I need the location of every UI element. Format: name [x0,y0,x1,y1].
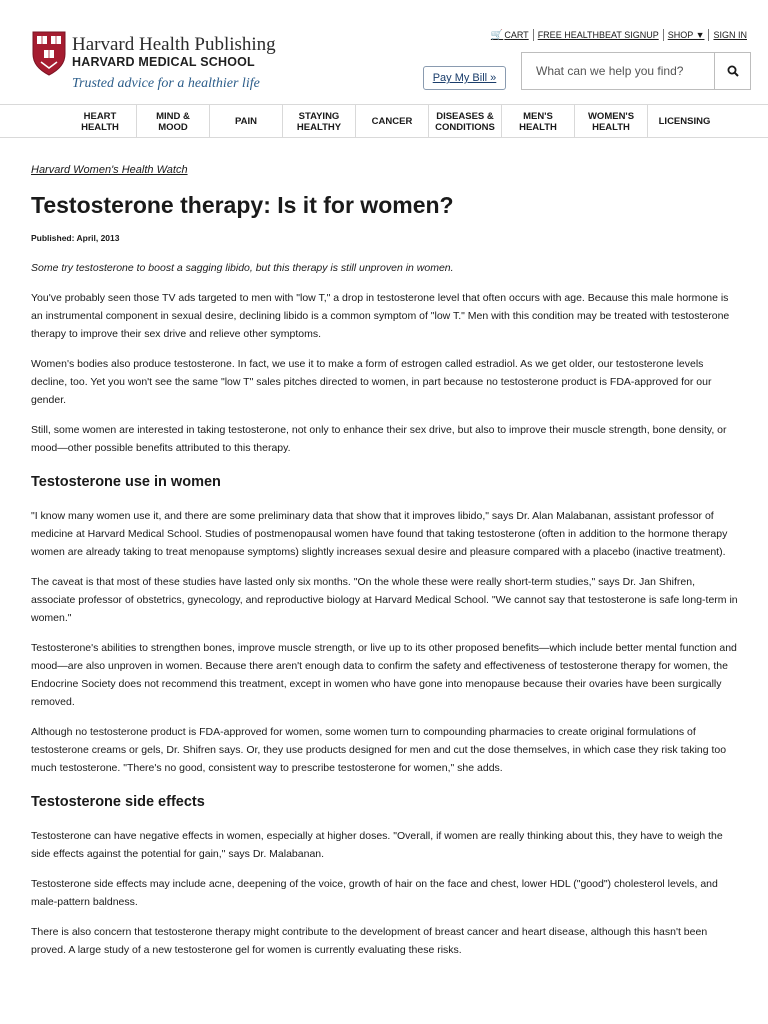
nav-staying-healthy[interactable]: STAYING HEALTHY [283,105,356,138]
paragraph: Testosterone can have negative effects in women, especially at higher doses. "Overall, if women are really thinking about this, they have to weigh the side effects against the potential for gain," says Dr. Malabanan. [31,830,723,860]
article-dek: Some try testosterone to boost a sagging libido, but this therapy is still unproven in women. [31,262,454,274]
harvard-shield-logo[interactable] [31,30,67,76]
cart-icon: 🛒 [490,29,504,41]
paragraph: "I know many women use it, and there are some preliminary data that show that it improves libido," says Dr. Alan Malabanan, assistant professor of medicine at Harvard Medical School. Studies of postmenopausal women have found that taking testosterone (often in addition to the hormone therapy women are already taking to treat menopause symptoms) slightly increases sexual desire and pleasure compared with a placebo (inactive treatment). [31,510,728,558]
publication-link[interactable]: Harvard Women's Health Watch [31,164,188,176]
brand-tagline: Trusted advice for a healthier life [72,76,260,91]
search-input[interactable] [522,53,714,89]
search-icon [727,65,739,77]
article [31,160,741,959]
paragraph: Still, some women are interested in taking testosterone, not only to enhance their sex drive, but also to improve their muscle strength, bone density, or mood—other possible benefits attributed to this therapy. [31,424,727,454]
cart-label: CART [504,29,529,40]
paragraph: The caveat is that most of these studies have lasted only six months. "On the whole these were really short-term studies," says Dr. Jan Shifren, associate professor of obstetrics, gynecology, and reproductive biology at Harvard Medical School. "We cannot say that testosterone is safe long-term in women." [31,576,738,624]
paragraph: Testosterone's abilities to strengthen bones, improve muscle strength, or live up to its other proposed benefits—which include better mental function and mood—are also unproven in women. Because there aren't enough data to confirm the safety and effectiveness of testosterone therapy for women, the Endocrine Society does not recommend this treatment, except in women who have gone into menopause because their ovaries have been surgically removed. [31,642,737,708]
cart-link[interactable] [487,30,533,41]
healthbeat-signup-link[interactable]: FREE HEALTHBEAT SIGNUP [537,30,659,40]
paragraph: Testosterone side effects may include acne, deepening of the voice, growth of hair on the face and chest, lower HDL ("good") cholesterol levels, and male-pattern baldness. [31,878,718,908]
article-title: Testosterone therapy: Is it for women? [31,192,454,218]
paragraph: Women's bodies also produce testosterone. In fact, we use it to make a form of estrogen called estradiol. As we get older, our testosterone levels decline, too. Yet you won't see the same "low T" sales pitches directed to women, in part because no testosterone product is FDA-approved for our gender. [31,358,712,406]
nav-diseases-conditions[interactable]: DISEASES & CONDITIONS [429,105,502,138]
paragraph: Although no testosterone product is FDA-approved for women, some women turn to compounding pharmacies to create original formulations of testosterone creams or gels, Dr. Shifren says. Or, they use products designed for men and cut the dose themselves, in which case they risk taking too much testosterone. "There's no good, consistent way to prescribe testosterone for women," she adds. [31,726,727,774]
utility-links [487,29,751,41]
nav-pain[interactable]: PAIN [210,105,283,138]
search-button[interactable] [714,53,750,89]
shop-menu-link[interactable]: SHOP ▼ [667,30,705,40]
published-date: Published: April, 2013 [31,233,120,243]
site-header [0,0,768,104]
paragraph: There is also concern that testosterone therapy might contribute to the development of breast cancer and heart disease, although this hasn't been proved. A large study of a new testosterone gel for women is currently evaluating these risks. [31,926,708,956]
main-navigation [0,104,768,138]
search-box [521,52,751,90]
nav-womens-health[interactable]: WOMEN'S HEALTH [575,105,648,138]
nav-mind-mood[interactable]: MIND & MOOD [137,105,210,138]
pay-bill-button[interactable]: Pay My Bill » [423,66,506,90]
sign-in-link[interactable]: SIGN IN [713,30,747,40]
nav-mens-health[interactable]: MEN'S HEALTH [502,105,575,138]
nav-licensing[interactable]: LICENSING [658,116,711,127]
section-heading: Testosterone use in women [31,474,221,490]
paragraph: You've probably seen those TV ads targeted to men with "low T," a drop in testosterone level that often occurs with age. Because this male hormone is an instrumental component in sexual desire, declining libido is a common symptom of "low T." Men with this condition may be treated with testosterone therapy to improve their sex drive and relieve other symptoms. [31,292,730,340]
nav-cancer[interactable]: CANCER [356,105,429,138]
brand-school[interactable]: HARVARD MEDICAL SCHOOL [72,55,255,69]
nav-heart-health[interactable]: HEART HEALTH [64,105,137,138]
section-heading: Testosterone side effects [31,794,205,810]
brand-name[interactable]: Harvard Health Publishing [72,34,276,55]
